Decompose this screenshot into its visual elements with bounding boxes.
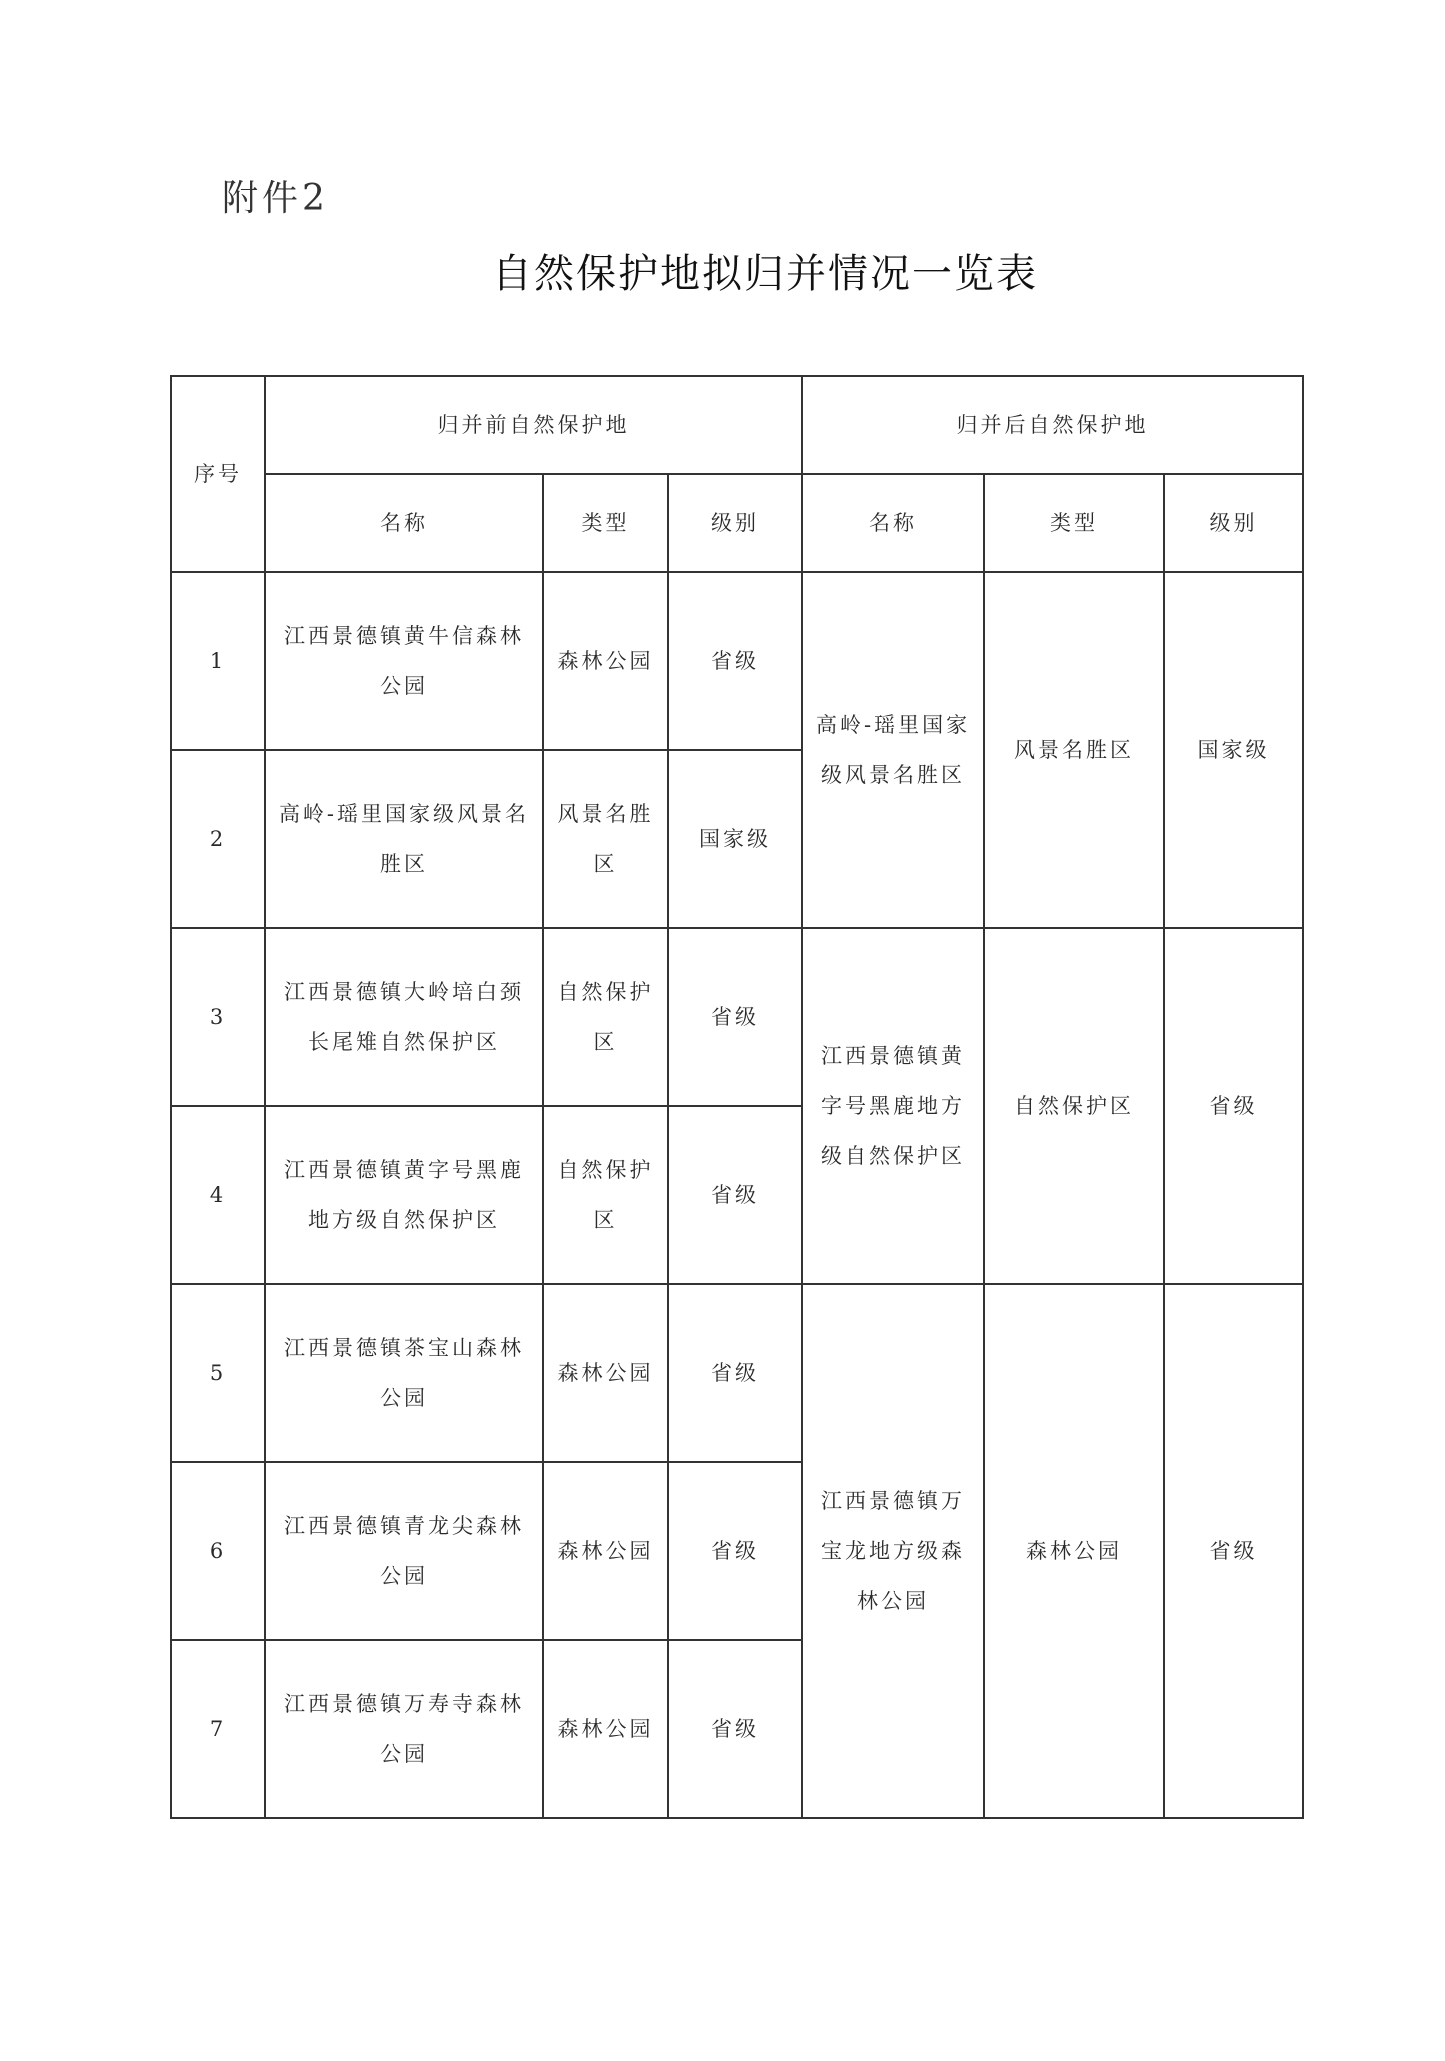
header-row-group: [171, 376, 1303, 474]
row-seq: 2: [171, 750, 265, 928]
table-row: [171, 572, 1303, 750]
row-seq: 1: [171, 572, 265, 750]
table-row: [171, 928, 1303, 1106]
header-seq-label: 序号: [194, 462, 242, 486]
header-seq: [171, 376, 265, 572]
header-before-group: [265, 376, 802, 474]
row-name: 江西景德镇大岭培白颈长尾雉自然保护区: [265, 928, 543, 1106]
row-name: 江西景德镇黄牛信森林公园: [265, 572, 543, 750]
header-after-group-label: 归并后自然保护地: [956, 413, 1149, 437]
row-level: 国家级: [668, 750, 802, 928]
row-level: 省级: [668, 928, 802, 1106]
header-before-group-label: 归并前自然保护地: [437, 413, 630, 437]
header-after-type: 类型: [984, 474, 1164, 572]
document-title: 自然保护地拟归并情况一览表: [492, 251, 1038, 297]
row-type: 森林公园: [543, 1284, 668, 1462]
row-type: 风景名胜区: [543, 750, 668, 928]
row-type: 自然保护区: [543, 1106, 668, 1284]
row-type: 自然保护区: [543, 928, 668, 1106]
merged-name: 高岭-瑶里国家级风景名胜区: [802, 572, 984, 928]
row-seq: 4: [171, 1106, 265, 1284]
merged-name: 江西景德镇万宝龙地方级森林公园: [802, 1284, 984, 1818]
row-type: 森林公园: [543, 1640, 668, 1818]
row-name: 高岭-瑶里国家级风景名胜区: [265, 750, 543, 928]
header-after-name: 名称: [802, 474, 984, 572]
header-before-level: 级别: [668, 474, 802, 572]
header-row-columns: [171, 474, 1303, 572]
row-level: 省级: [668, 1106, 802, 1284]
row-name: 江西景德镇青龙尖森林公园: [265, 1462, 543, 1640]
row-name: 江西景德镇茶宝山森林公园: [265, 1284, 543, 1462]
merge-table: [170, 375, 1304, 1819]
header-after-level: 级别: [1164, 474, 1303, 572]
row-level: 省级: [668, 1462, 802, 1640]
row-type: 森林公园: [543, 572, 668, 750]
row-level: 省级: [668, 1284, 802, 1462]
header-after-group: [802, 376, 1303, 474]
merged-name: 江西景德镇黄字号黑鹿地方级自然保护区: [802, 928, 984, 1284]
row-type: 森林公园: [543, 1462, 668, 1640]
row-level: 省级: [668, 572, 802, 750]
row-name: 江西景德镇万寿寺森林公园: [265, 1640, 543, 1818]
row-seq: 7: [171, 1640, 265, 1818]
row-level: 省级: [668, 1640, 802, 1818]
row-seq: 3: [171, 928, 265, 1106]
row-seq: 5: [171, 1284, 265, 1462]
merged-type: 森林公园: [984, 1284, 1164, 1818]
table-row: [171, 1284, 1303, 1462]
merged-level: 国家级: [1164, 572, 1303, 928]
attachment-label: 附件2: [222, 178, 329, 219]
row-seq: 6: [171, 1462, 265, 1640]
header-before-type: 类型: [543, 474, 668, 572]
header-before-name: 名称: [265, 474, 543, 572]
merged-level: 省级: [1164, 928, 1303, 1284]
merged-level: 省级: [1164, 1284, 1303, 1818]
merged-type: 风景名胜区: [984, 572, 1164, 928]
row-name: 江西景德镇黄字号黑鹿地方级自然保护区: [265, 1106, 543, 1284]
merged-type: 自然保护区: [984, 928, 1164, 1284]
